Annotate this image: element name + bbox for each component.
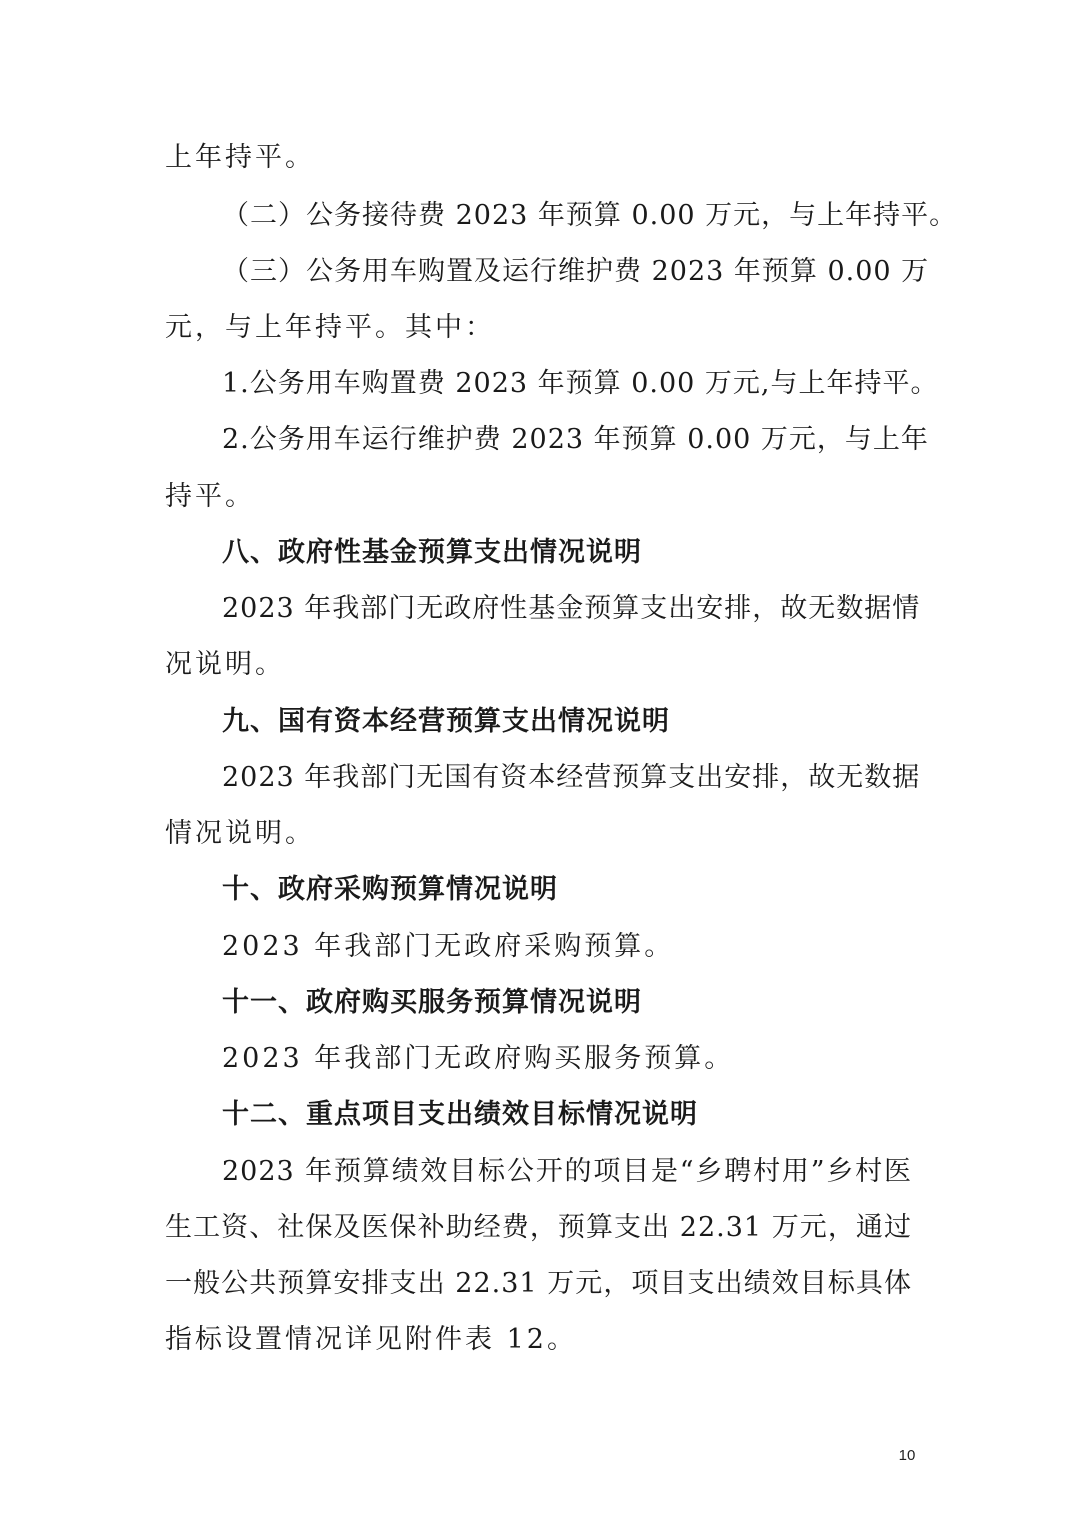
paragraph-line: 2023 年我部门无国有资本经营预算支出安排，故无数据 bbox=[222, 762, 921, 793]
paragraph-line: （二）公务接待费 2023 年预算 0.00 万元，与上年持平。 bbox=[222, 200, 958, 231]
paragraph-line: 2023 年我部门无政府采购预算。 bbox=[222, 931, 675, 962]
paragraph-line: 上年持平。 bbox=[165, 142, 315, 173]
paragraph-line: （三）公务用车购置及运行维护费 2023 年预算 0.00 万 bbox=[222, 256, 930, 287]
paragraph-line: 况说明。 bbox=[165, 649, 285, 680]
paragraph-line: 1.公务用车购置费 2023 年预算 0.00 万元,与上年持平。 bbox=[222, 368, 939, 399]
paragraph-line: 生工资、社保及医保补助经费，预算支出 22.31 万元，通过 bbox=[165, 1212, 912, 1243]
paragraph-line: 一般公共预算安排支出 22.31 万元，项目支出绩效目标具体 bbox=[165, 1268, 912, 1299]
section-heading: 十二、重点项目支出绩效目标情况说明 bbox=[222, 1099, 698, 1130]
page-number: 10 bbox=[898, 1447, 916, 1464]
section-heading: 九、国有资本经营预算支出情况说明 bbox=[222, 706, 670, 737]
paragraph-line: 持平。 bbox=[165, 481, 255, 512]
section-heading: 十一、政府购买服务预算情况说明 bbox=[222, 987, 642, 1018]
paragraph-line: 情况说明。 bbox=[165, 818, 315, 849]
section-heading: 十、政府采购预算情况说明 bbox=[222, 874, 558, 905]
paragraph-line: 指标设置情况详见附件表 12。 bbox=[165, 1324, 577, 1355]
paragraph-line: 元，与上年持平。其中： bbox=[165, 312, 495, 343]
paragraph-line: 2.公务用车运行维护费 2023 年预算 0.00 万元，与上年 bbox=[222, 424, 929, 455]
paragraph-line: 2023 年预算绩效目标公开的项目是“乡聘村用”乡村医 bbox=[222, 1156, 912, 1187]
section-heading: 八、政府性基金预算支出情况说明 bbox=[222, 537, 642, 568]
paragraph-line: 2023 年我部门无政府性基金预算支出安排，故无数据情 bbox=[222, 593, 921, 624]
paragraph-line: 2023 年我部门无政府购买服务预算。 bbox=[222, 1043, 735, 1074]
